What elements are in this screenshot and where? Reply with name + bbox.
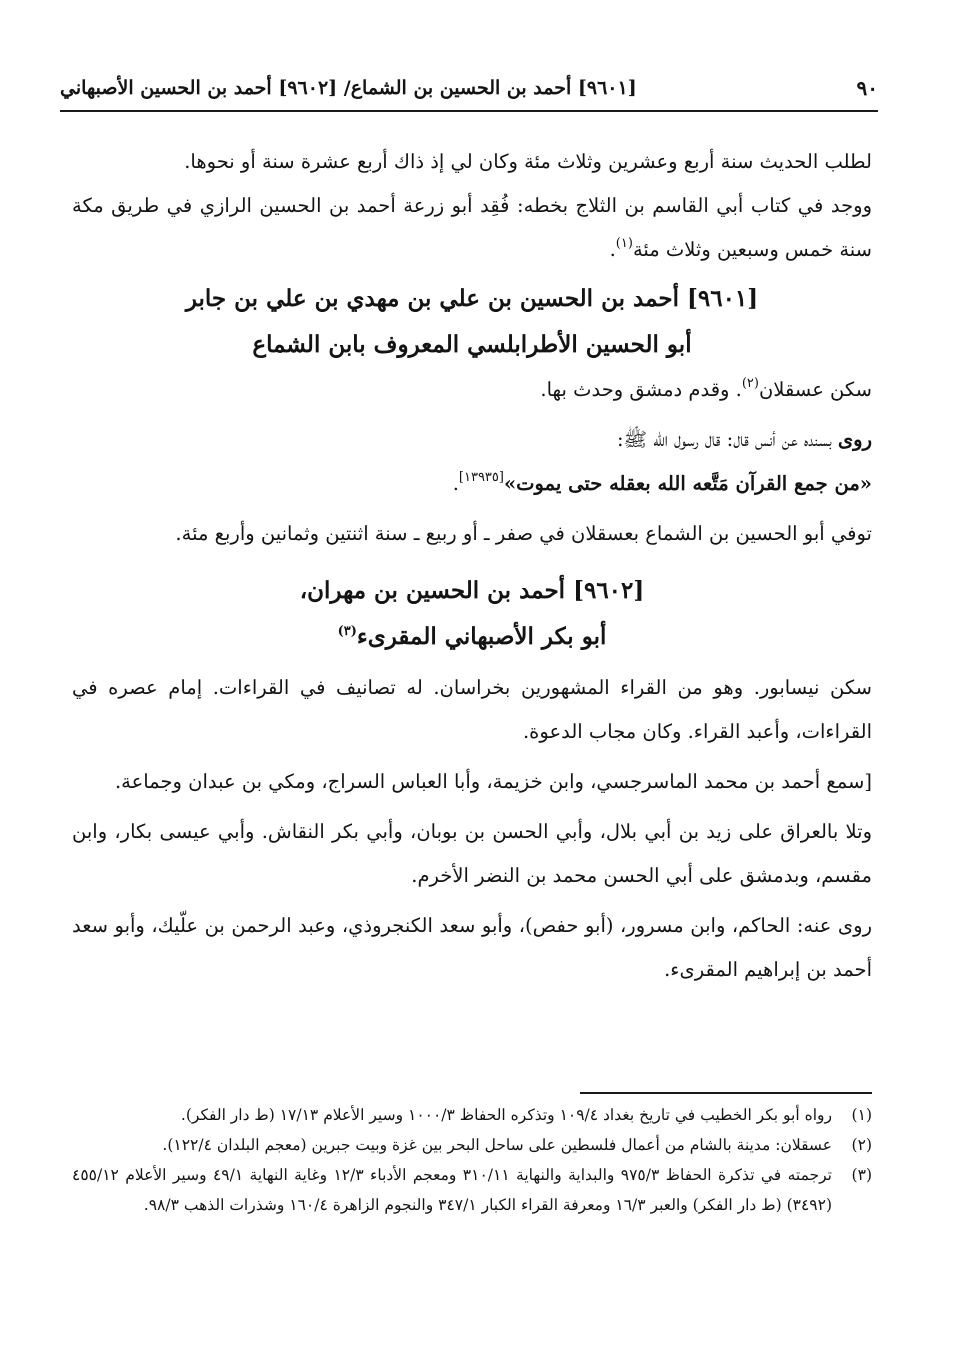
entry-9601-title-line2: أبو الحسين الأطرابلسي المعروف بابن الشماع <box>252 331 692 358</box>
footnote-rule <box>580 1092 872 1094</box>
residence-end: . وقدم دمشق وحدث بها. <box>540 378 742 401</box>
entry-9601-hadith <box>72 462 872 506</box>
footnote-number: (٢) <box>851 1136 872 1154</box>
entry-9601-title <box>72 276 872 368</box>
hadith-end: . <box>452 472 459 495</box>
page-number: ٩٠ <box>856 76 878 100</box>
entry-9602-paragraph-1: سكن نيسابور. وهو من القراء المشهورين بخراسان. له تصانيف في القراءات. إمام عصره في القراءات، وأعبد القراء. وكان مجاب الدعوة. <box>72 676 872 743</box>
footnote <box>72 1100 872 1130</box>
footnote-text: عسقلان: مدينة بالشام من أعمال فلسطين على ساحل البحر بين غزة وبيت جبرين (معجم البلدان ١٢٢/٤). <box>162 1136 832 1154</box>
running-title: [٩٦٠١] أحمد بن الحسين بن الشماع/ [٩٦٠٢] أحمد بن الحسين الأصبهاني <box>60 77 637 99</box>
main-text <box>72 140 872 992</box>
intro-paragraph <box>72 140 872 184</box>
footnote-text: ترجمته في تذكرة الحفاظ ٩٧٥/٣ والبداية والنهاية ٣١٠/١١ ومعجم الأدباء ١٢/٣ وغاية النهاية ٤٩/١ وسير الأعلام ٤٥٥/١٢ (٣٤٩٢) (ط دار الفكر) والعبر ١٦/٣ ومعرفة القراء الكبار ٣٤٧/١ والنجوم الزاهرة ١٦٠/٤ وشذرات الذهب ٩٨/٣. <box>72 1166 832 1214</box>
entry-9602-title <box>72 568 872 660</box>
footnote <box>72 1130 872 1160</box>
intro-text: لطلب الحديث سنة أربع وعشرين وثلاث مئة وكان لي إذ ذاك أربع عشرة سنة أو نحوها. <box>184 150 872 173</box>
residence-text: سكن عسقلان <box>758 378 872 401</box>
narration-lead: روى <box>837 428 872 451</box>
header-rule <box>60 110 878 112</box>
hadith-number: [١٣٩٣٥] <box>458 470 504 485</box>
entry-9601-narration <box>72 418 872 462</box>
footnote-number: (١) <box>851 1106 872 1124</box>
entry-9602-title-line1: [٩٦٠٢] أحمد بن الحسين بن مهران، <box>299 577 645 604</box>
intro-text-2: ووجد في كتاب أبي القاسم بن الثلاج بخطه: فُقِد أبو زرعة أحمد بن الحسين الرازي في طريق مكة سنة خمس وسبعين وثلاث مئة <box>72 194 872 261</box>
entry-9601-death: توفي أبو الحسين بن الشماع بعسقلان في صفر ـ أو ربيع ـ سنة اثنتين وثمانين وأربع مئة. <box>175 522 872 545</box>
entry-9602-paragraph-4: روى عنه: الحاكم، وابن مسرور، (أبو حفص)، وأبو سعد الكنجروذي، وعبد الرحمن بن علّيك، وأبو سعد أحمد بن إبراهيم المقرىء. <box>72 914 872 981</box>
footnote <box>72 1160 872 1220</box>
footnote-number: (٣) <box>851 1166 872 1184</box>
footnote-ref-1: (١) <box>615 236 633 251</box>
entry-9601-title-line1: [٩٦٠١] أحمد بن الحسين بن علي بن مهدي بن علي بن جابر <box>185 285 759 312</box>
footnote-text: رواه أبو بكر الخطيب في تاريخ بغداد ١٠٩/٤ وتذكره الحفاظ ١٠٠٠/٣ وسير الأعلام ١٧/١٣ (ط دار الفكر). <box>180 1106 832 1124</box>
intro-paragraph-2 <box>72 184 872 272</box>
entry-9602-paragraph-2: [سمع أحمد بن محمد الماسرجسي، وابن خزيمة، وأبا العباس السراج، ومكي بن عبدان وجماعة. <box>114 770 872 793</box>
intro-end: . <box>609 238 616 261</box>
running-header <box>60 74 878 102</box>
entry-9602-title-line2-text: أبو بكر الأصبهاني المقرىء <box>356 623 607 650</box>
entry-9602-paragraph-3: وتلا بالعراق على زيد بن أبي بلال، وأبي الحسن بن بوبان، وأبي بكر النقاش. وأبي عيسى بكار، وابن مقسم، وبدمشق على أبي الحسن محمد بن النضر الأخرم. <box>72 820 872 887</box>
entry-9601-residence <box>72 368 872 412</box>
footnote-ref-2: (٢) <box>741 376 759 391</box>
footnotes <box>72 1100 872 1220</box>
footnote-ref-3: (٣) <box>337 624 357 639</box>
hadith-text: «من جمع القرآن مَتَّعه الله بعقله حتى يموت» <box>503 472 872 495</box>
narration-text: بسنده عن أنس قال: قال رسول الله ﷺ: <box>616 428 838 451</box>
entry-9602-title-line2 <box>72 614 872 660</box>
